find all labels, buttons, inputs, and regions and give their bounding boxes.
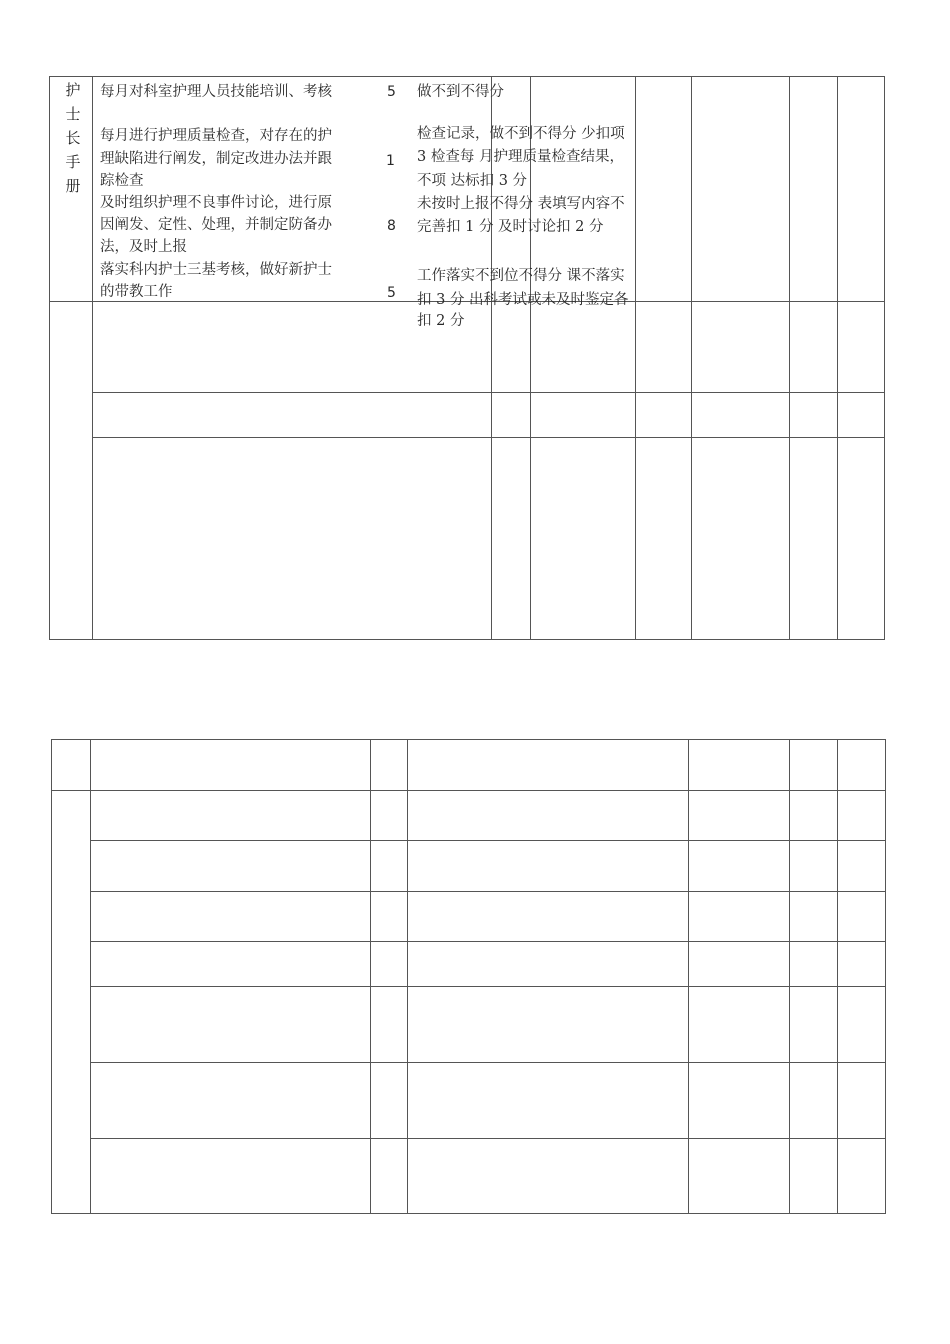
criteria-text: 扣 3 分 出科考试或未及时鉴定各 xyxy=(417,292,629,308)
table-2-rule xyxy=(885,739,886,1214)
table-1-rule xyxy=(837,76,838,640)
item-text: 每月对科室护理人员技能培训、考核 xyxy=(100,84,332,100)
criteria-text: 检查记录，做不到不得分 少扣项 xyxy=(417,126,625,142)
table-1-rule xyxy=(884,76,885,640)
table-1-rule xyxy=(789,76,790,640)
table-2-rule xyxy=(51,739,886,740)
item-text: 法，及时上报 xyxy=(100,239,187,255)
table-2-rule xyxy=(51,790,886,791)
item-text: 理缺陷进行阐发，制定改进办法并跟 xyxy=(100,151,332,167)
table-2-rule xyxy=(90,891,886,892)
item-text: 因阐发、定性、处理，并制定防备办 xyxy=(100,217,332,233)
category-label: 护士长手册 xyxy=(65,81,81,195)
criteria-text: 完善扣 1 分 及时讨论扣 2 分 xyxy=(417,219,604,235)
table-2-rule xyxy=(789,739,790,1214)
table-1-rule xyxy=(49,76,50,640)
table-2-rule xyxy=(90,941,886,942)
table-2-rule xyxy=(90,840,886,841)
table-2-rule xyxy=(407,739,408,1214)
criteria-text: 做不到不得分 xyxy=(417,84,504,100)
table-2-rule xyxy=(90,739,91,1214)
table-1-rule xyxy=(92,392,885,393)
table-1-rule xyxy=(49,639,885,640)
table-1-rule xyxy=(635,76,636,640)
criteria-text: 扣 2 分 xyxy=(417,313,465,329)
criteria-text: 未按时上报不得分 表填写内容不 xyxy=(417,196,625,212)
table-1-rule xyxy=(92,76,93,640)
criteria-text: 3 检查每 月护理质量检查结果， xyxy=(417,149,624,165)
table-2-rule xyxy=(837,739,838,1214)
table-2-rule xyxy=(90,1062,886,1063)
table-1-rule xyxy=(691,76,692,640)
criteria-text: 工作落实不到位不得分 课不落实 xyxy=(417,268,625,284)
table-1-rule xyxy=(92,437,885,438)
item-text: 及时组织护理不良事件讨论，进行原 xyxy=(100,195,332,211)
item-text: 落实科内护士三基考核，做好新护士 xyxy=(100,262,332,278)
score-value: 5 xyxy=(387,84,396,100)
criteria-text: 不项 达标扣 3 分 xyxy=(417,173,528,189)
item-text: 踪检查 xyxy=(100,173,144,189)
table-2-rule xyxy=(370,739,371,1214)
score-value: 1 xyxy=(386,153,395,169)
item-text: 的带教工作 xyxy=(100,284,173,300)
table-2-rule xyxy=(51,739,52,1214)
table-2-rule xyxy=(90,1138,886,1139)
table-2-rule xyxy=(51,1213,886,1214)
table-2-rule xyxy=(688,739,689,1214)
score-value: 8 xyxy=(387,218,396,234)
table-1-rule xyxy=(49,76,885,77)
table-2-rule xyxy=(90,986,886,987)
item-text: 每月进行护理质量检查，对存在的护 xyxy=(100,128,332,144)
score-value: 5 xyxy=(387,285,396,301)
